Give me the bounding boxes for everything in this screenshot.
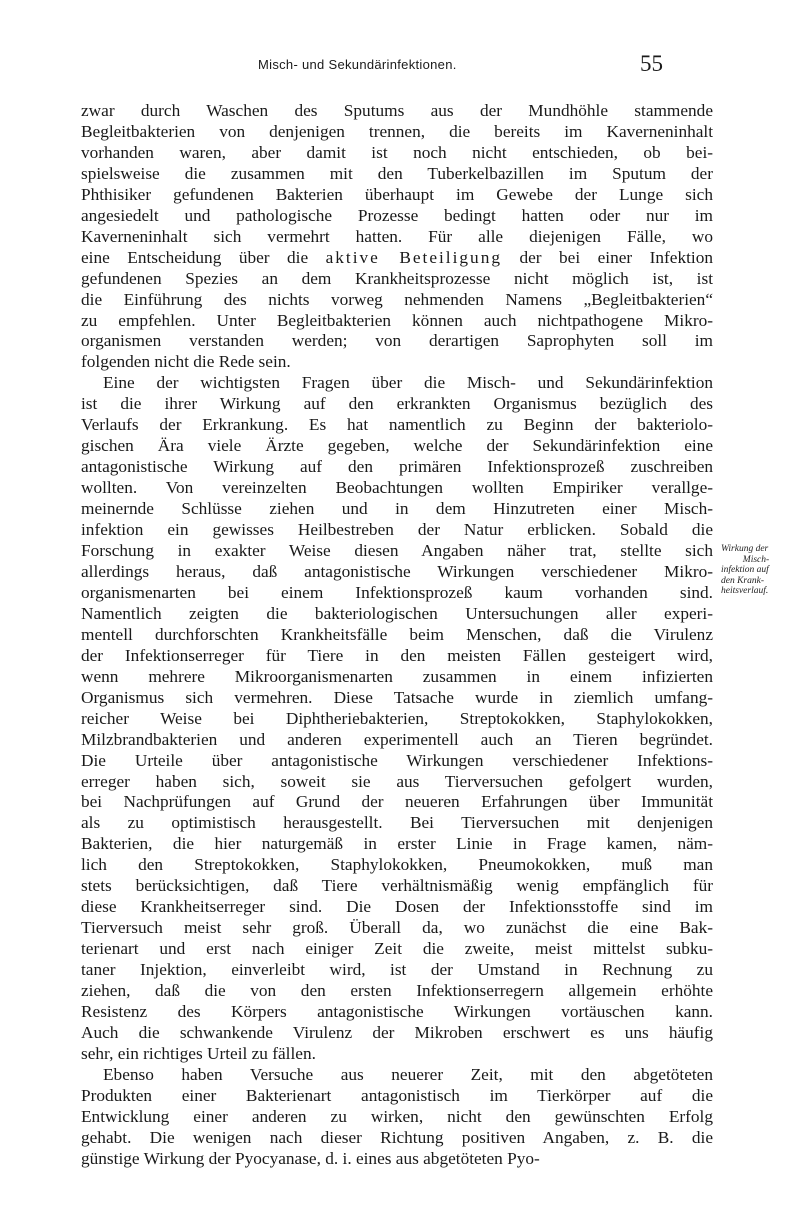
text-line: infektion ein gewisses Heilbestreben der Natur erblicken. Sobald die — [81, 520, 713, 540]
text-line: bei Nachprüfungen auf Grund der neueren Erfahrungen über Immunität — [81, 792, 713, 812]
text-line: vorhanden waren, aber damit ist noch nicht entschieden, ob bei- — [81, 142, 713, 162]
text-line: angesiedelt und pathologische Prozesse bedingt hatten oder nur im — [81, 205, 713, 225]
text-line: ziehen, daß die von den ersten Infektionserregern allgemein erhöhte — [81, 981, 713, 1001]
text-line: der Infektionserreger für Tiere in den meisten Fällen gesteigert wird, — [81, 645, 713, 665]
margin-note — [721, 544, 791, 597]
text-line: Die Urteile über antagonistische Wirkungen verschiedener Infektions- — [81, 750, 713, 770]
body-text — [81, 101, 713, 1170]
text-line: lich den Streptokokken, Staphylokokken, Pneumokokken, muß man — [81, 855, 713, 875]
text-line: gefundenen Spezies an dem Krankheitsprozesse nicht möglich ist, ist — [81, 268, 713, 288]
text-line: Verlaufs der Erkrankung. Es hat namentlich zu Beginn der bakteriolo- — [81, 415, 713, 435]
text-segment: eine Entscheidung über die — [81, 247, 326, 267]
text-line: Entwicklung einer anderen zu wirken, nicht den gewünschten Erfolg — [81, 1106, 713, 1126]
page-number: 55 — [640, 51, 663, 76]
text-line: gischen Ära viele Ärzte gegeben, welche der Sekundärinfektion eine — [81, 436, 713, 456]
running-head — [0, 51, 801, 77]
text-line: Resistenz des Körpers antagonistische Wirkungen vortäuschen kann. — [81, 1001, 713, 1021]
running-title: Misch- und Sekundärinfektionen. — [258, 57, 457, 72]
text-line: Milzbrandbakterien und anderen experimentell auch an Tieren begründet. — [81, 729, 713, 749]
text-line: Auch die schwankende Virulenz der Mikroben erschwert es uns häufig — [81, 1022, 713, 1042]
emphasized-text: aktive Beteiligung — [325, 247, 502, 267]
text-line: Bakterien, die hier naturgemäß in erster Linie in Frage kamen, näm- — [81, 834, 713, 854]
text-line: folgenden nicht die Rede sein. — [81, 352, 291, 372]
text-line: wollten. Von vereinzelten Beobachtungen wollten Empiriker verallge- — [81, 478, 713, 498]
text-line: als zu optimistisch herausgestellt. Bei Tierversuchen mit denjenigen — [81, 813, 713, 833]
margin-note-line: Wirkung der — [721, 544, 769, 554]
text-line: Namentlich zeigten die bakteriologischen Untersuchungen aller experi- — [81, 603, 713, 623]
text-line: mentell durchforschten Krankheitsfälle beim Menschen, daß die Virulenz — [81, 624, 713, 644]
text-line: Organismus sich vermehren. Diese Tatsache wurde in ziemlich umfang- — [81, 687, 713, 707]
text-line: ist die ihrer Wirkung auf den erkrankten Organismus bezüglich des — [81, 394, 713, 414]
text-line: wenn mehrere Mikroorganismenarten zusammen in einem infizierten — [81, 666, 713, 686]
text-line: allerdings heraus, daß antagonistische Wirkungen verschiedener Mikro- — [81, 561, 713, 581]
text-line: gehabt. Die wenigen nach dieser Richtung positiven Angaben, z. B. die — [81, 1127, 713, 1147]
text-line: spielsweise die zusammen mit den Tuberkelbazillen im Sputum der — [81, 163, 713, 183]
text-line: zu empfehlen. Unter Begleitbakterien können auch nichtpathogene Mikro- — [81, 310, 713, 330]
text-line: Phthisiker gefundenen Bakterien überhaupt im Gewebe der Lunge sich — [81, 184, 713, 204]
text-line — [81, 248, 713, 269]
text-line: günstige Wirkung der Pyocyanase, d. i. eines aus abgetöteten Pyo- — [81, 1148, 540, 1168]
text-line: erreger haben sich, soweit sie aus Tierversuchen gefolgert wurden, — [81, 771, 713, 791]
text-line: Tierversuch meist sehr groß. Überall da, wo zunächst die eine Bak- — [81, 918, 713, 938]
text-line: Begleitbakterien von denjenigen trennen, die bereits im Kaverneninhalt — [81, 121, 713, 141]
text-line: Forschung in exakter Weise diesen Angaben näher trat, stellte sich — [81, 541, 713, 561]
margin-note-line: infektion auf — [721, 565, 769, 575]
text-line: organismenarten bei einem Infektionsprozeß kaum vorhanden sind. — [81, 582, 713, 602]
text-line: Kaverneninhalt sich vermehrt hatten. Für alle diejenigen Fälle, wo — [81, 226, 713, 246]
text-line: taner Injektion, einverleibt wird, ist der Umstand in Rechnung zu — [81, 960, 713, 980]
margin-note-line: den Krank- — [721, 575, 765, 586]
text-line: die Einführung des nichts vorweg nehmenden Namens „Begleitbakterien“ — [81, 289, 713, 309]
text-segment: der bei einer Infektion — [501, 247, 713, 267]
text-line: Ebenso haben Versuche aus neuerer Zeit, mit den abgetöteten — [103, 1064, 713, 1084]
text-line: reicher Weise bei Diphtheriebakterien, Streptokokken, Staphylokokken, — [81, 708, 713, 728]
text-line: antagonistische Wirkung auf den primären Infektionsprozeß zuschreiben — [81, 457, 713, 477]
text-line: zwar durch Waschen des Sputums aus der Mundhöhle stammende — [81, 101, 713, 120]
margin-note-line: heitsverlauf. — [721, 586, 769, 596]
text-line: diese Krankheitserreger sind. Die Dosen der Infektionsstoffe sind im — [81, 897, 713, 917]
text-line: Eine der wichtigsten Fragen über die Misch- und Sekundärinfektion — [103, 373, 713, 393]
text-line: organismen verstanden werden; von derartigen Saprophyten soll im — [81, 331, 713, 351]
text-line: sehr, ein richtiges Urteil zu fällen. — [81, 1043, 316, 1063]
text-line: stets berücksichtigen, daß Tiere verhältnismäßig wenig empfänglich für — [81, 876, 713, 896]
text-line: meinernde Schlüsse ziehen und in dem Hinzutreten einer Misch- — [81, 499, 713, 519]
margin-note-line: Misch- — [742, 554, 770, 565]
text-line: terienart und erst nach einiger Zeit die zweite, meist mittelst subku- — [81, 939, 713, 959]
text-line: Produkten einer Bakterienart antagonistisch im Tierkörper auf die — [81, 1085, 713, 1105]
